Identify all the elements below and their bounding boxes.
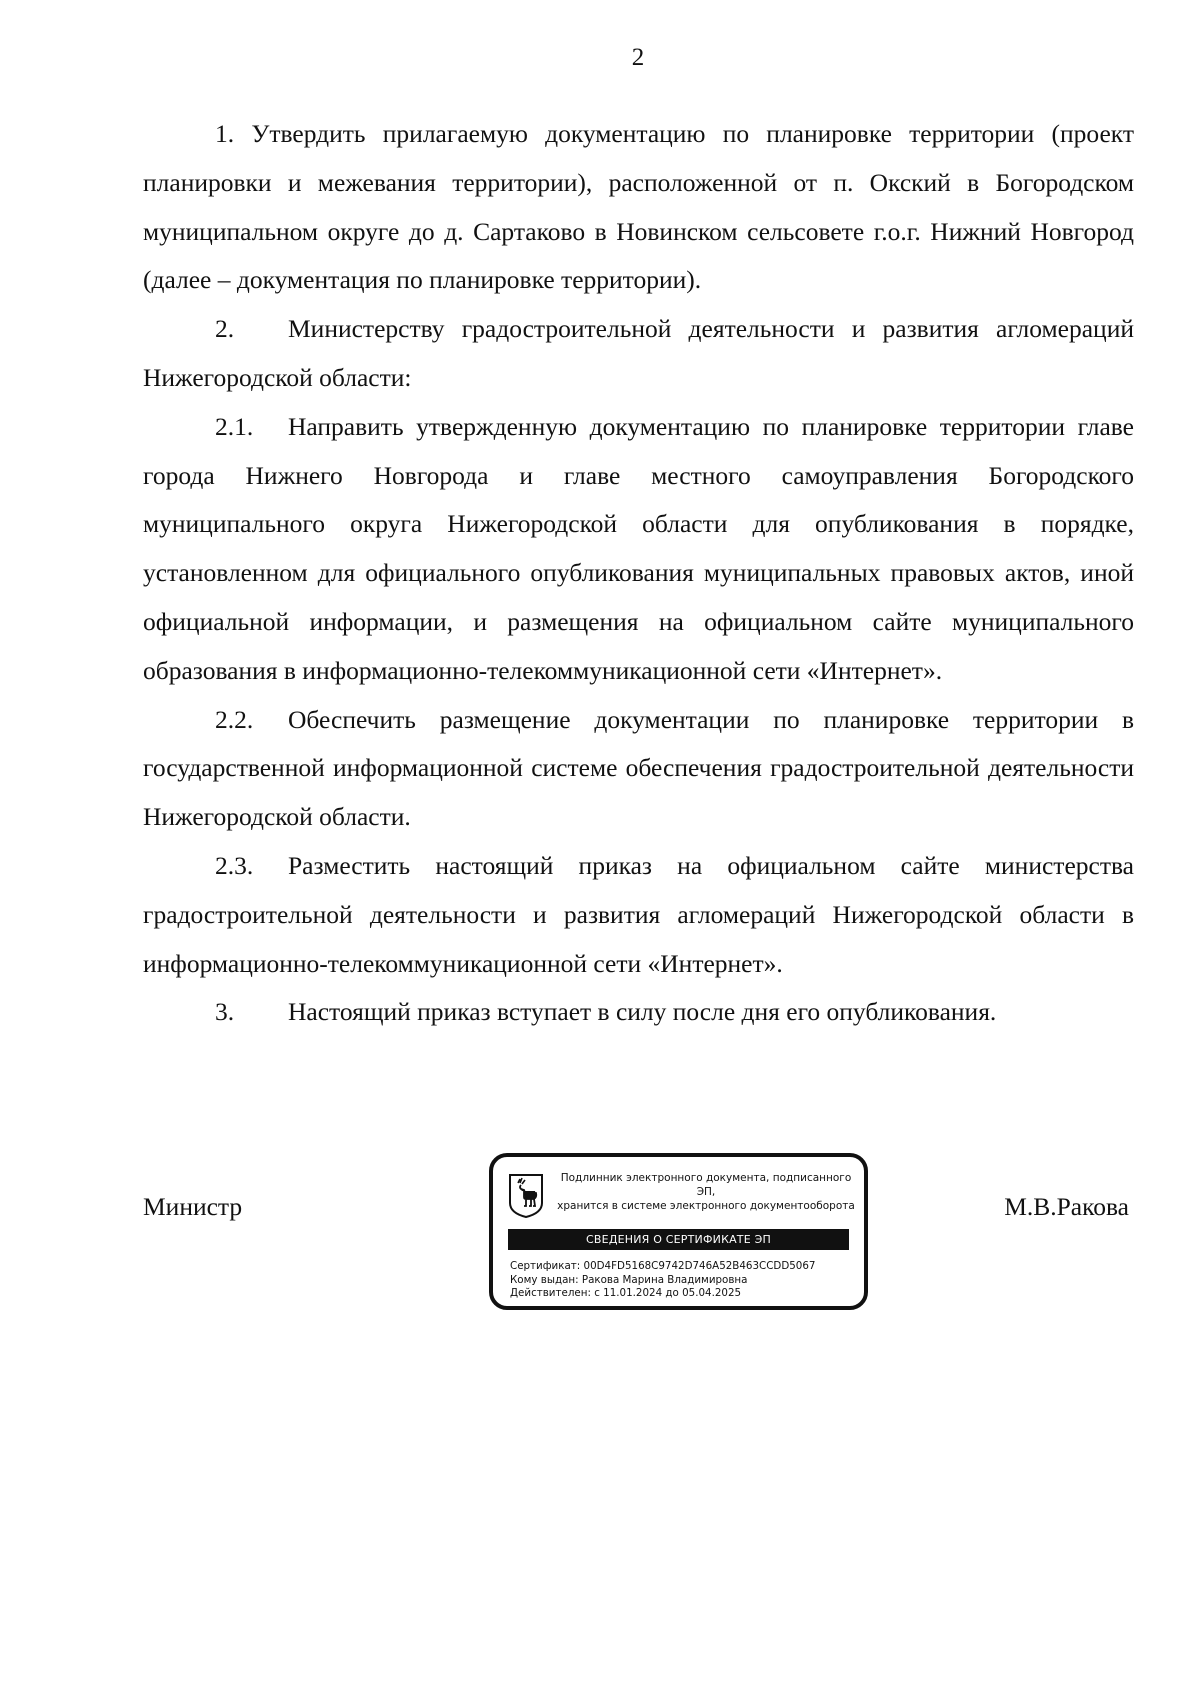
stamp-header-line-1: Подлинник электронного документа, подписанного ЭП, <box>560 1172 852 1198</box>
certificate-label: Сертификат: <box>510 1260 581 1272</box>
paragraph-1-text: Утвердить прилагаемую документацию по планировке территории (проект планировки и межевания территории), расположенной от п. Окский в Богородском муниципальном округе до д. Сартаково в Новинском сельсовете г.о.г. Нижний Новгород (далее – документация по планировке территории). <box>143 119 1134 295</box>
paragraph-3-text: Настоящий приказ вступает в силу после дня его опубликования. <box>288 997 997 1027</box>
certificate-value: 00D4FD5168C9742D746A52B463CCDD5067 <box>583 1260 816 1272</box>
paragraph-2-2 <box>143 696 1134 842</box>
paragraph-2-2-number: 2.2. <box>215 704 254 734</box>
issued-to-label: Кому выдан: <box>510 1273 579 1286</box>
certificate-details <box>510 1260 860 1301</box>
electronic-signature-stamp <box>489 1153 868 1310</box>
validity-row <box>510 1287 860 1301</box>
paragraph-2 <box>143 305 1134 403</box>
page-number: 2 <box>631 44 645 71</box>
paragraph-2-2-text: Обеспечить размещение документации по планировке территории в государственной информационной системе обеспечения градостроительной деятельности Нижегородской области. <box>143 704 1134 832</box>
paragraph-3-number: 3. <box>215 997 235 1027</box>
paragraph-2-3 <box>143 842 1134 988</box>
stamp-header-line-2: хранится в системе электронного документооборота <box>557 1200 855 1212</box>
signatory-title: Министр <box>143 1192 243 1221</box>
paragraph-2-1-text: Направить утвержденную документацию по планировке территории главе города Нижнего Новгорода и главе местного самоуправления Богородского муниципального округа Нижегородской области для опубликования в порядке, установленном для официального опубликования муниципальных правовых актов, иной официальной информации, и размещения на официальном сайте муниципального образования в информационно-телекоммуникационной сети «Интернет». <box>143 411 1134 685</box>
issued-to-value: Ракова Марина Владимировна <box>581 1273 748 1286</box>
certificate-info-bar: СВЕДЕНИЯ О СЕРТИФИКАТЕ ЭП <box>508 1229 849 1250</box>
paragraph-2-3-number: 2.3. <box>215 850 254 880</box>
paragraph-2-3-text: Разместить настоящий приказ на официальном сайте министерства градостроительной деятельности и развития агломераций Нижегородской области в информационно-телекоммуникационной сети «Интернет». <box>143 850 1134 978</box>
paragraph-2-number: 2. <box>215 314 235 344</box>
certificate-row <box>510 1260 860 1274</box>
paragraph-2-1-number: 2.1. <box>215 411 254 441</box>
issued-to-row <box>510 1274 860 1288</box>
paragraph-3 <box>143 988 1134 1037</box>
stamp-header <box>551 1171 861 1213</box>
validity-label: Действителен: <box>510 1287 591 1300</box>
paragraph-1-number: 1. <box>215 119 235 148</box>
document-body <box>143 110 1134 1037</box>
validity-value: с 11.01.2024 до 05.04.2025 <box>594 1287 742 1300</box>
paragraph-1 <box>143 110 1134 305</box>
paragraph-2-1 <box>143 403 1134 696</box>
paragraph-2-text: Министерству градостроительной деятельности и развития агломераций Нижегородской области: <box>143 314 1134 392</box>
signatory-name: М.В.Ракова <box>1004 1192 1129 1221</box>
nizhny-novgorod-deer-emblem-icon <box>508 1173 544 1219</box>
